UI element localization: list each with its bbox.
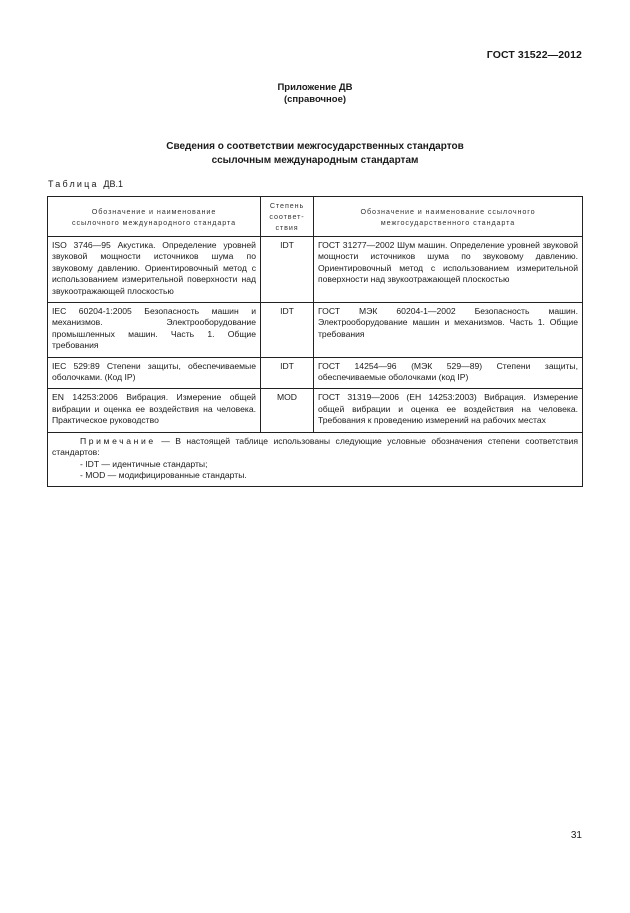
column-header-line: соответ-: [269, 212, 305, 221]
table-note-row: [48, 432, 583, 487]
correspondence-table: [47, 196, 583, 487]
table-caption-label: Таблица: [48, 179, 99, 189]
international-standard-cell: IEC 529:89 Степени защиты, обеспечиваемые оболочками. (Код IP): [48, 357, 261, 389]
page-number: 31: [570, 830, 582, 841]
column-header-line: межгосударственного стандарта: [380, 217, 516, 227]
table-row: [48, 237, 583, 303]
section-title: [0, 140, 630, 168]
note-text: — В настоящей таблице использованы следующие условные обозначения степени соответствия стандартов:: [52, 435, 578, 458]
document-number: ГОСТ 31522—2012: [486, 49, 582, 61]
table-note: [48, 432, 583, 487]
note-item-idt: - IDT — идентичные стандарты;: [80, 458, 208, 469]
international-standard-cell: ISO 3746—95 Акустика. Определение уровней звуковой мощности источников шума по звуковому давлению. Ориентировочный метод с использованием измерительной поверхности над звукоотражающей плоскостью: [48, 237, 261, 303]
note-heading: [52, 436, 578, 459]
table-header-row: [48, 197, 583, 237]
interstate-standard-cell: ГОСТ 31277—2002 Шум машин. Определение уровней звуковой мощности источников шума по звуковому давлению. Ориентировочный метод с использованием измерительной поверхности над звукоотражающей плоскостью: [314, 237, 583, 303]
section-title-line1: Сведения о соответствии межгосударственных стандартов: [166, 141, 464, 152]
column-header-line: Обозначение и наименование ссылочного: [360, 206, 536, 216]
degree-cell: MOD: [261, 389, 314, 432]
note-label: Примечание: [80, 435, 156, 446]
column-header-international: [48, 197, 261, 237]
note-item-mod: - MOD — модифицированные стандарты.: [80, 469, 247, 480]
table-row: [48, 303, 583, 358]
column-header-line: Степень: [269, 201, 305, 210]
international-standard-cell: EN 14253:2006 Вибрация. Измерение общей вибрации и оценка ее воздействия на человека. Практическое руководство: [48, 389, 261, 432]
column-header-line: ссылочного международного стандарта: [71, 217, 237, 227]
degree-cell: IDT: [261, 303, 314, 358]
section-title-line2: ссылочным международным стандартам: [211, 155, 419, 166]
degree-cell: IDT: [261, 237, 314, 303]
annex-title: Приложение ДВ: [277, 82, 353, 93]
column-header-interstate: [314, 197, 583, 237]
table-caption: [48, 179, 123, 189]
degree-cell: IDT: [261, 357, 314, 389]
interstate-standard-cell: ГОСТ 31319—2006 (ЕН 14253:2003) Вибрация. Измерение общей вибрации и оценка ее воздействия на человека. Требования к проведению измерений на рабочих местах: [314, 389, 583, 432]
table-row: [48, 389, 583, 432]
annex-subtitle: (справочное): [283, 94, 347, 105]
annex-heading: [0, 82, 630, 106]
international-standard-cell: IEC 60204-1:2005 Безопасность машин и механизмов. Электрооборудование промышленных машин. Часть 1. Общие требования: [48, 303, 261, 358]
column-header-degree: [261, 197, 314, 237]
table-row: [48, 357, 583, 389]
interstate-standard-cell: ГОСТ 14254—96 (МЭК 529—89) Степени защиты, обеспечиваемые оболочками (код IP): [314, 357, 583, 389]
table-caption-number: ДВ.1: [103, 179, 124, 189]
column-header-line: ствия: [275, 223, 299, 232]
column-header-line: Обозначение и наименование: [91, 206, 217, 216]
interstate-standard-cell: ГОСТ МЭК 60204-1—2002 Безопасность машин. Электрооборудование машин и механизмов. Часть 1. Общие требования: [314, 303, 583, 358]
